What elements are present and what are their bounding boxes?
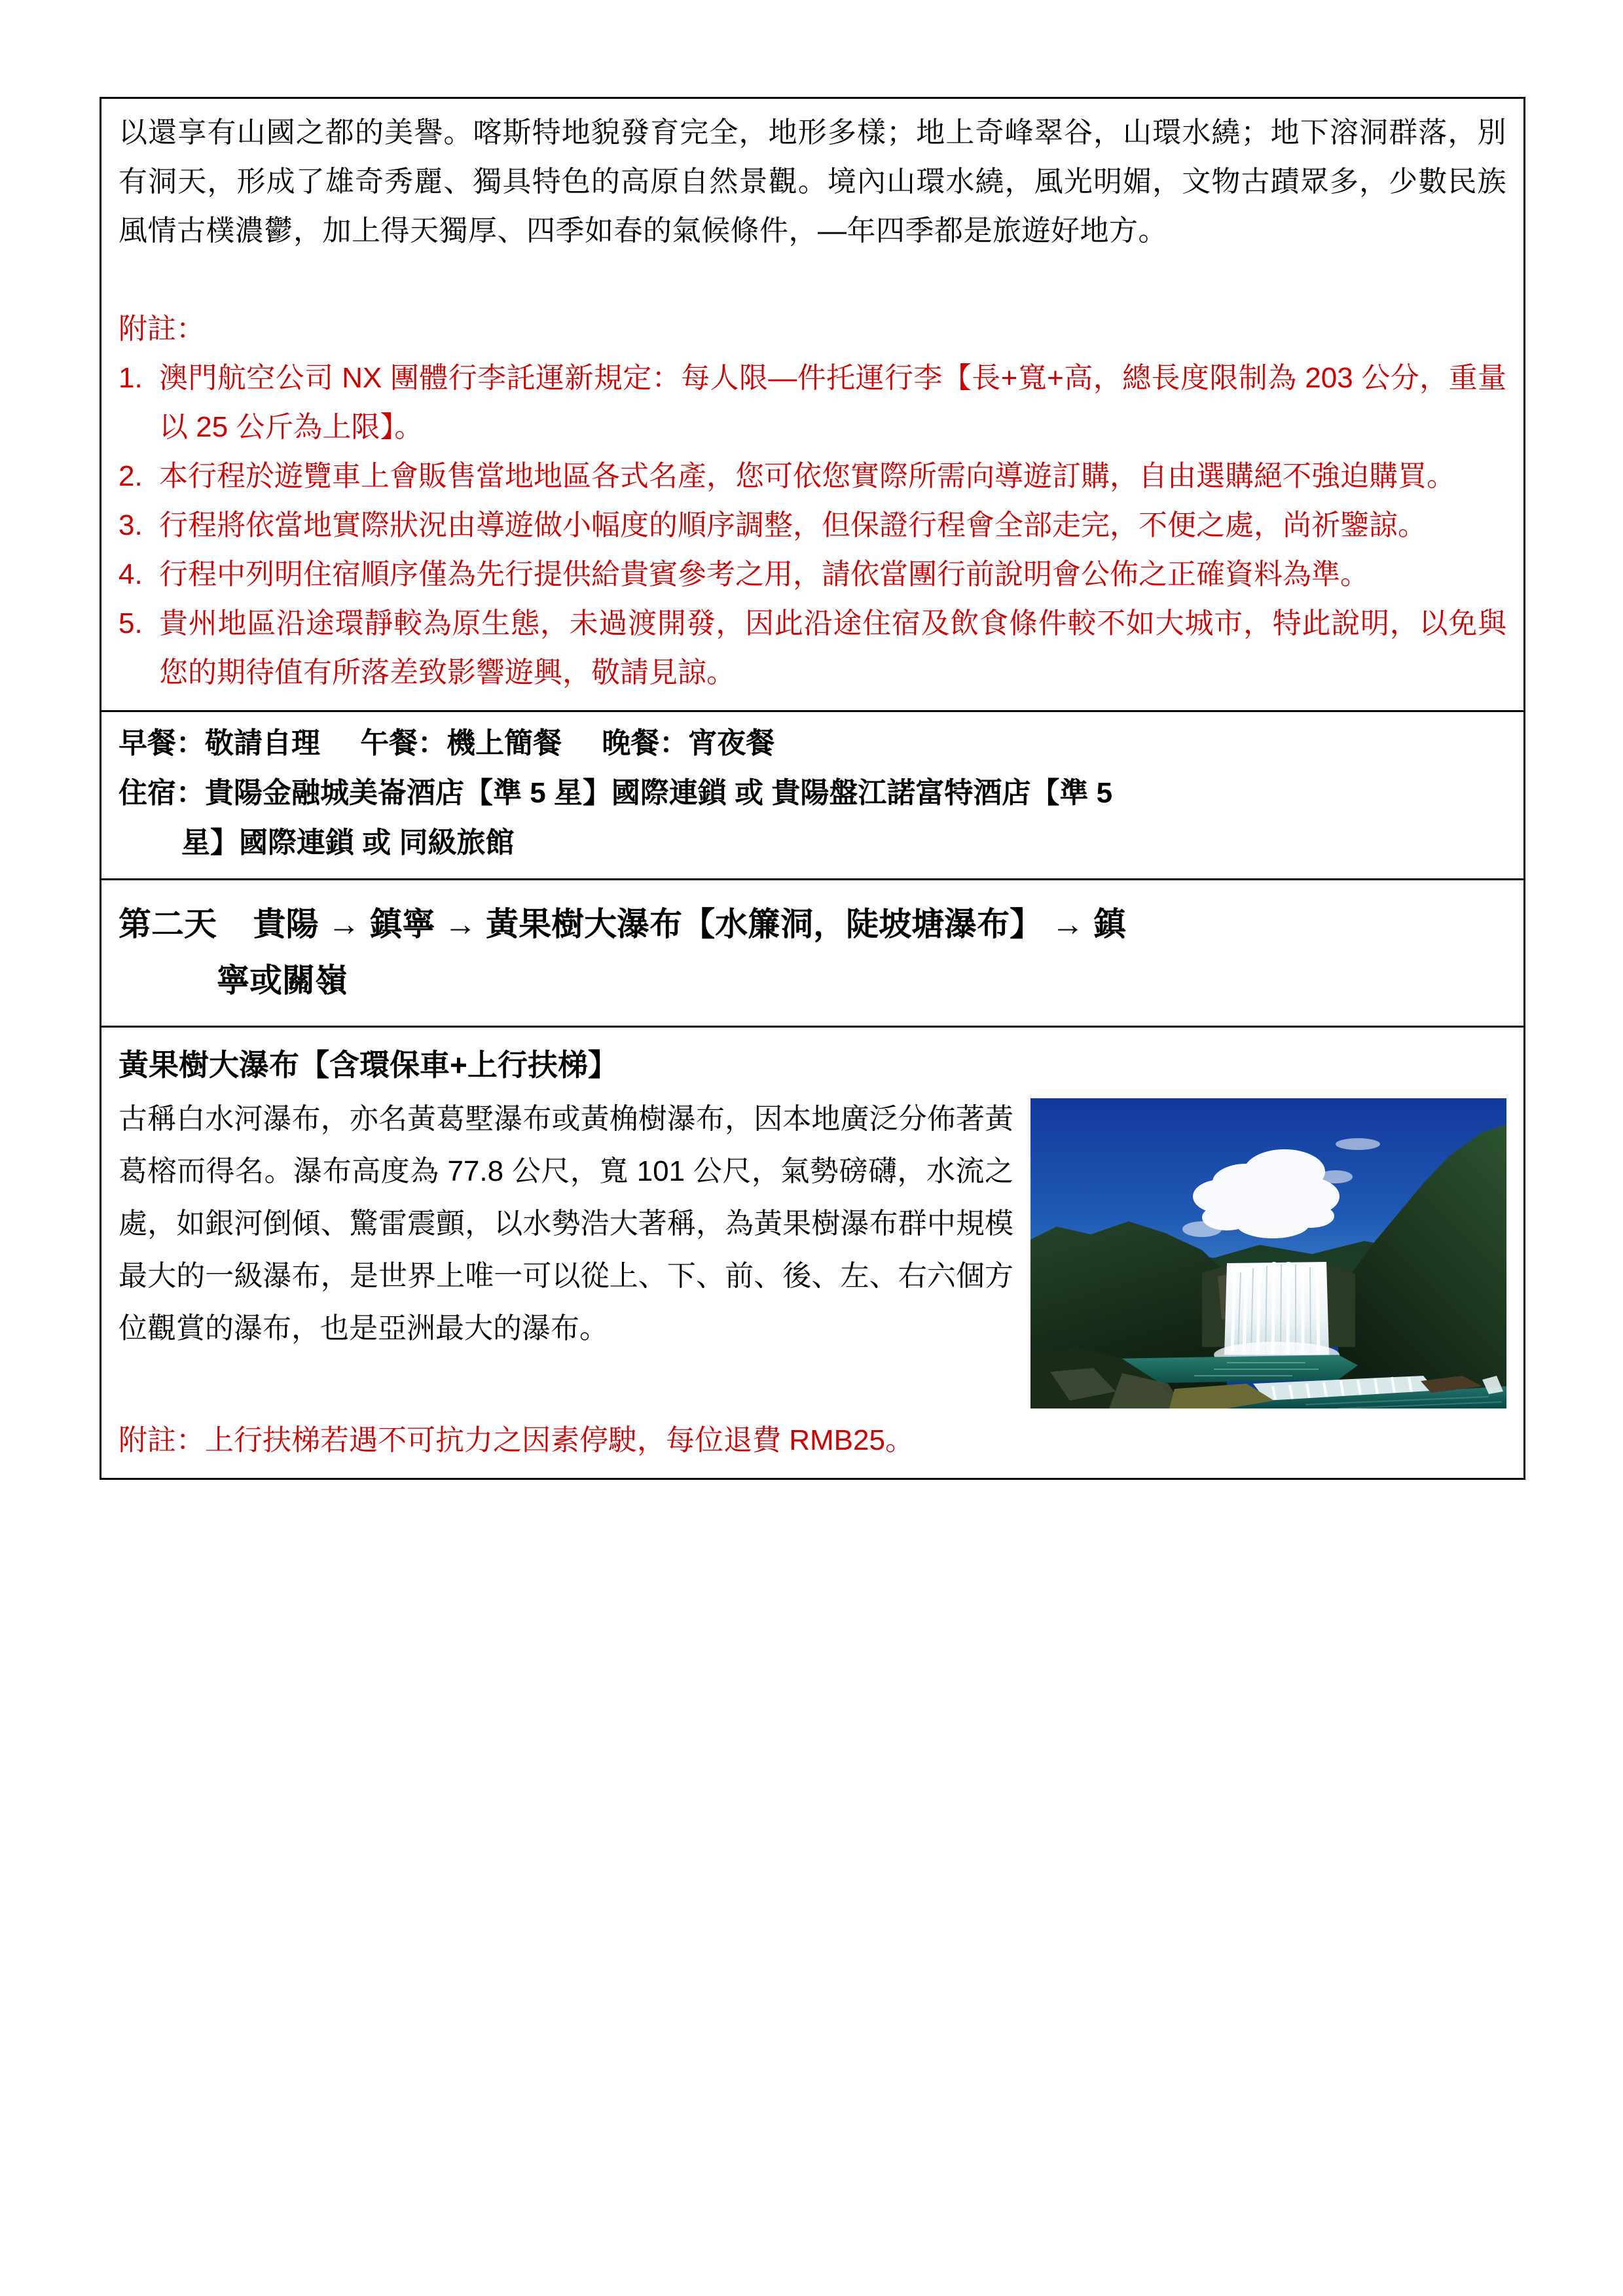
attraction-title: 黃果樹大瀑布【含環保車+上行扶梯】: [119, 1048, 618, 1082]
section-attraction: [101, 1028, 1523, 1478]
note-text: 行程將依當地實際狀況由導遊做小幅度的順序調整，但保證行程會全部走完，不便之處，尚祈鑒諒。: [159, 509, 1427, 541]
note-number: 2.: [119, 460, 143, 492]
section-intro-and-notes: [101, 99, 1523, 712]
accommodation-line-1: 住宿：貴陽金融城美崙酒店【準 5 星】國際連鎖 或 貴陽盤江諾富特酒店【準 5: [119, 777, 1113, 809]
accommodation-line-2-wrap: [119, 818, 1506, 868]
itinerary-table: [100, 97, 1525, 1480]
attraction-footnote: 附註：上行扶梯若遇不可抗力之因素停駛，每位退費 RMB25。: [119, 1424, 914, 1456]
day-header: [119, 896, 1506, 1009]
section-meals-accommodation: [101, 712, 1523, 880]
note-item: [119, 452, 1506, 501]
notes-heading: 附註：: [119, 313, 205, 345]
note-text: 貴州地區沿途環靜較為原生態，未過渡開發，因此沿途住宿及飲食條件較不如大城市，特此說明，以免與您的期待值有所落差致影響遊興，敬請見諒。: [159, 607, 1506, 689]
note-item: [119, 599, 1506, 697]
day-route-line-2: 寧或關嶺: [217, 962, 348, 999]
day-route-line-1: 貴陽 → 鎮寧 → 黃果樹大瀑布【水簾洞，陡坡塘瀑布】 → 鎮: [253, 906, 1126, 942]
attraction-body: 古稱白水河瀑布，亦名黃葛墅瀑布或黃桷樹瀑布，因本地廣泛分佈著黃葛榕而得名。瀑布高度為 77.8 公尺，寬 101 公尺，氣勢磅礴，水流之處，如銀河倒傾、驚雷震顫，以水勢浩大著稱，為黃果樹瀑布群中規模最大的一級瀑布，是世界上唯一可以從上、下、前、後、左、右六個方位觀賞的瀑布，也是亞洲最大的瀑布。: [119, 1103, 1013, 1344]
attraction-photo-wrap: [1030, 1098, 1506, 1408]
note-text: 行程中列明住宿順序僅為先行提供給貴賓參考之用，請依當團行前說明會公佈之正確資料為準。: [159, 558, 1369, 590]
notes-list: [119, 353, 1506, 697]
accommodation-line-2: 星】國際連鎖 或 同級旅館: [181, 827, 515, 859]
note-item: [119, 501, 1506, 550]
waterfall-photo: [1030, 1098, 1506, 1408]
note-number: 4.: [119, 558, 143, 590]
note-number: 3.: [119, 509, 143, 541]
meals-line: 早餐：敬請自理 午餐：機上簡餐 晚餐：宵夜餐: [119, 727, 775, 759]
section-day-header: [101, 880, 1523, 1028]
paragraph-spacer: [119, 255, 1506, 304]
intro-paragraph: 以還享有山國之都的美譽。喀斯特地貌發育完全，地形多樣；地上奇峰翠谷，山環水繞；地下溶洞群落，別有洞天，形成了雄奇秀麗、獨具特色的高原自然景觀。境內山環水繞，風光明媚，文物古蹟眾多，少數民族風情古樸濃鬱，加上得天獨厚、四季如春的氣候條件，—年四季都是旅遊好地方。: [119, 117, 1506, 247]
note-text: 澳門航空公司 NX 團體行李託運新規定：每人限—件托運行李【長+寬+高，總長度限制為 203 公分，重量以 25 公斤為上限】。: [159, 362, 1506, 443]
day-title: 第二天: [119, 906, 217, 942]
note-number: 1.: [119, 362, 143, 394]
note-number: 5.: [119, 607, 143, 639]
note-text: 本行程於遊覽車上會販售當地地區各式名產，您可依您實際所需向導遊訂購，自由選購絕不強迫購買。: [159, 460, 1455, 492]
note-item: [119, 353, 1506, 452]
note-item: [119, 550, 1506, 599]
